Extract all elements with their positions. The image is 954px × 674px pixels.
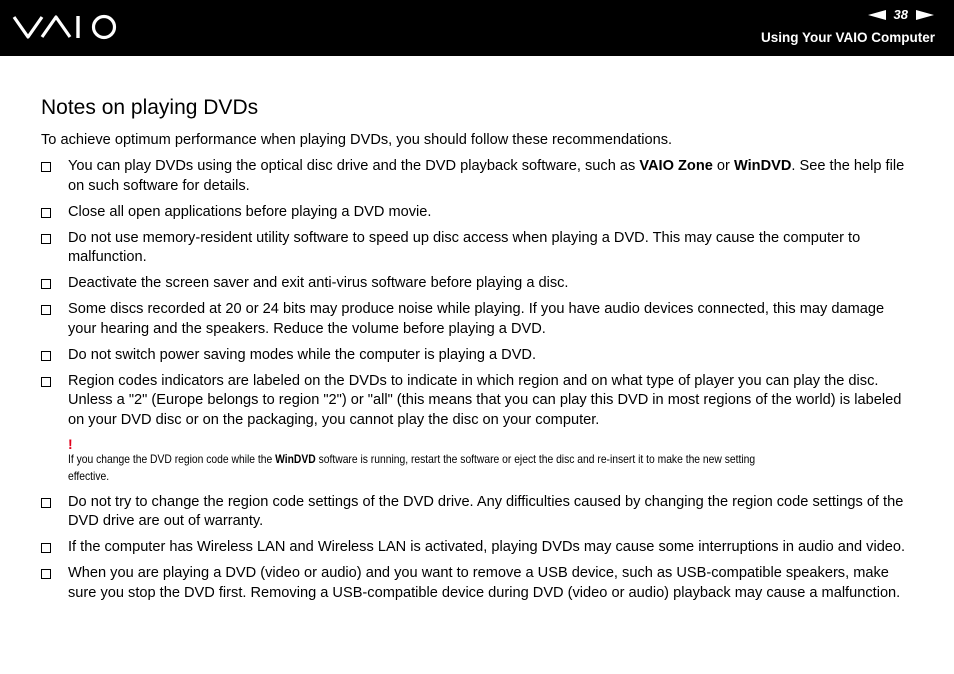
vaio-logo-icon bbox=[12, 13, 120, 41]
warning-note bbox=[68, 437, 911, 485]
checkbox-bullet-icon bbox=[41, 279, 51, 289]
checkbox-bullet-icon bbox=[41, 162, 51, 172]
list-item: You can play DVDs using the optical disc drive and the DVD playback software, such as VAIO Zone or WinDVD. See the help file on such software for details. bbox=[41, 157, 911, 196]
warning-mark-icon: ! bbox=[68, 435, 73, 452]
list-item: Do not try to change the region code settings of the DVD drive. Any difficulties caused by changing the region code settings of the DVD drive are out of warranty. bbox=[41, 493, 911, 532]
vaio-logo bbox=[12, 13, 120, 46]
page-header bbox=[0, 0, 954, 56]
checkbox-bullet-icon bbox=[41, 234, 51, 244]
list-item: Do not switch power saving modes while the computer is playing a DVD. bbox=[41, 346, 911, 366]
checkbox-bullet-icon bbox=[41, 305, 51, 315]
intro-paragraph: To achieve optimum performance when playing DVDs, you should follow these recommendations. bbox=[41, 132, 673, 148]
windvd-text: WinDVD bbox=[733, 158, 792, 174]
checkbox-bullet-icon bbox=[41, 569, 51, 579]
next-page-arrow-icon[interactable] bbox=[916, 10, 934, 20]
list-item: Region codes indicators are labeled on the DVDs to indicate in which region and on what type of player you can play the disc. Unless a "2" (Europe belongs to region "2") or "all" (this means that you can play this DVD in most regions of the world) is labeled on your DVD disc or on the packaging, you cannot play the disc on your computer. bbox=[41, 372, 911, 431]
previous-page-arrow-icon[interactable] bbox=[868, 10, 886, 20]
page-content bbox=[41, 95, 911, 610]
vaio-zone-text: VAIO Zone bbox=[639, 158, 713, 174]
list-item: Some discs recorded at 20 or 24 bits may produce noise while playing. If you have audio devices connected, this may damage your hearing and the speakers. Reduce the volume before playing a DVD. bbox=[41, 300, 911, 339]
list-item: Close all open applications before playing a DVD movie. bbox=[41, 203, 911, 223]
page-navigation bbox=[868, 7, 934, 22]
list-item: When you are playing a DVD (video or audio) and you want to remove a USB device, such as USB-compatible speakers, make sure you stop the DVD first. Removing a USB-compatible device during DVD (video or audio) playback may cause a malfunction. bbox=[41, 564, 911, 603]
page-title: Notes on playing DVDs bbox=[41, 96, 259, 119]
checkbox-bullet-icon bbox=[41, 543, 51, 553]
page-number: 38 bbox=[893, 7, 908, 22]
recommendations-list-continued bbox=[41, 493, 911, 604]
checkbox-bullet-icon bbox=[41, 498, 51, 508]
section-title: Using Your VAIO Computer bbox=[760, 30, 935, 45]
checkbox-bullet-icon bbox=[41, 377, 51, 387]
checkbox-bullet-icon bbox=[41, 351, 51, 361]
list-item: If the computer has Wireless LAN and Wireless LAN is activated, playing DVDs may cause some interruptions in audio and video. bbox=[41, 538, 911, 558]
list-item: Do not use memory-resident utility software to speed up disc access when playing a DVD. This may cause the computer to malfunction. bbox=[41, 229, 911, 268]
checkbox-bullet-icon bbox=[41, 208, 51, 218]
list-item: Deactivate the screen saver and exit anti-virus software before playing a disc. bbox=[41, 274, 911, 294]
recommendations-list bbox=[41, 157, 911, 430]
warning-note-text: If you change the DVD region code while the WinDVD software is running, restart the software or eject the disc and re-insert it to make the new setting effective. bbox=[68, 451, 756, 483]
